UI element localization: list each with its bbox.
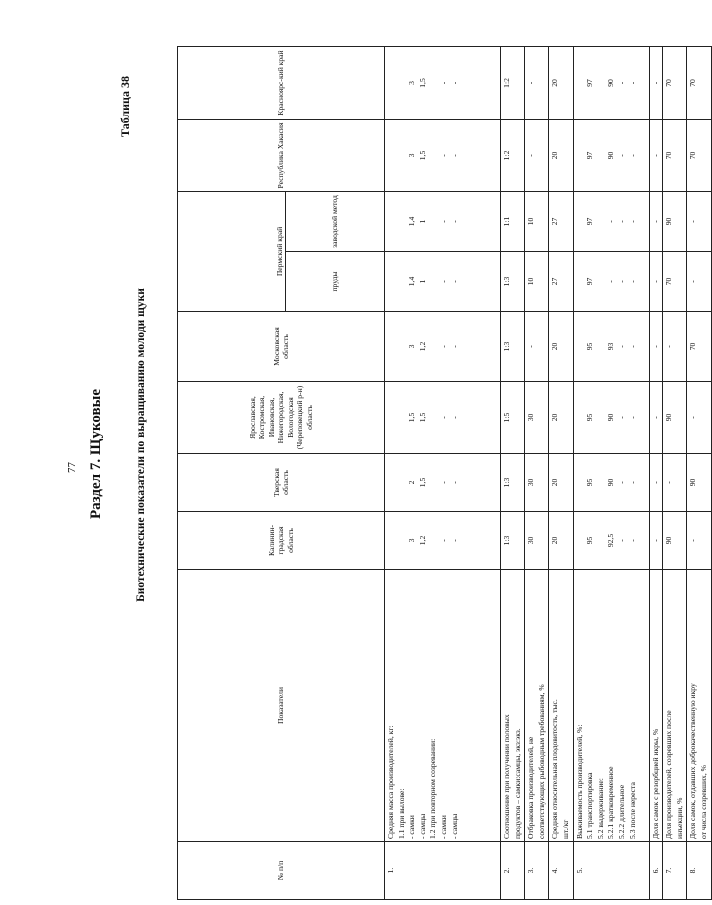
table-row [549, 46, 573, 899]
value-spacer [596, 49, 607, 117]
value-spacer [386, 122, 397, 189]
value-cell [573, 119, 649, 191]
biotech-table [177, 46, 712, 900]
value-cell: 70 [687, 312, 711, 382]
header-indicator: Показатели [178, 570, 385, 842]
value-line: 97 [585, 79, 595, 87]
value-cell: 20 [549, 312, 573, 382]
value-spacer [575, 49, 586, 117]
value-cell: - [649, 512, 663, 570]
row-label-line: Доля самок с резорбцией икры, % [650, 728, 660, 839]
value-line: - [627, 481, 637, 484]
value-spacer [428, 314, 439, 379]
value-cell: - [663, 312, 687, 382]
value-spacer [575, 254, 586, 309]
row-label-line: Доля производителей, созревших после [664, 710, 674, 839]
value-line: - [627, 539, 637, 542]
value-spacer [397, 314, 408, 379]
row-number: 5. [573, 842, 649, 900]
value-line: - [627, 220, 637, 223]
value-cell: 20 [549, 454, 573, 512]
value-line: - [616, 481, 626, 484]
row-number: 1. [385, 842, 501, 900]
header-perm-factory: заводской метод [286, 191, 385, 251]
value-spacer [428, 49, 439, 117]
value-line: 1,5 [417, 477, 427, 488]
row-label-line: Отбраковка производителей, не [526, 736, 536, 839]
row-label-line: продуктов – самки:самцы, экз:экз. [512, 728, 522, 839]
value-cell: - [687, 191, 711, 251]
value-spacer [386, 514, 397, 567]
value-cell [385, 312, 501, 382]
value-cell [385, 512, 501, 570]
value-cell [573, 191, 649, 251]
row-label-line: соответствующих рыбоводным требованиям, % [536, 684, 546, 839]
value-cell: 27 [549, 252, 573, 312]
value-line: - [449, 220, 459, 223]
row-label-line: Доля самок, отдавших доброкачественную икру [688, 683, 698, 839]
value-line: 93 [606, 342, 616, 351]
value-spacer [386, 49, 397, 117]
value-line: - [616, 280, 626, 283]
row-label-line: Соотношение при получении половых [502, 714, 511, 839]
value-line: - [438, 416, 448, 419]
value-line: 90 [606, 413, 616, 422]
value-spacer [596, 122, 607, 189]
value-line: - [438, 481, 448, 484]
value-cell: - [649, 119, 663, 191]
value-spacer [397, 384, 408, 451]
value-spacer [386, 384, 397, 451]
value-cell: 10 [525, 252, 549, 312]
row-label-line: Средняя масса производителей, кг: [386, 725, 395, 839]
row-number: 3. [525, 842, 549, 900]
value-line: - [449, 481, 459, 484]
row-label-line: 1.1 при вылове: [396, 788, 406, 839]
value-line: 2 [407, 480, 417, 485]
value-cell: 70 [663, 252, 687, 312]
value-line: 90 [606, 151, 616, 160]
value-cell [385, 252, 501, 312]
value-cell [385, 454, 501, 512]
table-row [663, 46, 687, 899]
value-line: 97 [585, 217, 595, 226]
value-cell: 90 [663, 512, 687, 570]
value-line: - [627, 345, 637, 348]
value-cell: 30 [525, 454, 549, 512]
header-num: № п/п [178, 842, 385, 900]
value-line: - [449, 345, 459, 348]
value-cell [573, 252, 649, 312]
row-label [501, 570, 525, 842]
header-tver: Тверская область [178, 454, 385, 512]
row-number: 4. [549, 842, 573, 900]
page-number: 77 [66, 462, 78, 473]
value-line: 1,2 [417, 341, 427, 352]
value-cell: - [687, 512, 711, 570]
value-line: 1,2 [417, 535, 427, 546]
row-label [649, 570, 663, 842]
table-row [385, 46, 501, 899]
value-line: - [627, 154, 637, 157]
table-row [501, 46, 525, 899]
value-cell: 90 [687, 454, 711, 512]
value-spacer [386, 314, 397, 379]
header-perm: Пермский край [178, 191, 286, 311]
row-label-line: - самки [438, 815, 448, 839]
row-label-line: Выживаемость производителей, %: [574, 724, 584, 839]
value-cell: - [687, 382, 711, 454]
row-label-line: 5.2.1 кратковременное [606, 766, 616, 839]
row-label [663, 570, 687, 842]
value-cell [385, 119, 501, 191]
value-spacer [575, 456, 586, 509]
value-line: 1 [417, 279, 427, 284]
value-line: 97 [585, 151, 595, 160]
value-spacer [428, 384, 439, 451]
value-line: 1 [417, 219, 427, 224]
value-line: - [438, 280, 448, 283]
value-cell: - [525, 312, 549, 382]
value-cell [573, 454, 649, 512]
value-spacer [386, 254, 397, 309]
value-spacer [428, 514, 439, 567]
value-cell: 1:3 [501, 312, 525, 382]
value-cell: - [663, 454, 687, 512]
value-line: - [616, 220, 626, 223]
table-row [525, 46, 549, 899]
value-spacer [397, 49, 408, 117]
value-line: - [449, 154, 459, 157]
value-cell: 70 [663, 119, 687, 191]
row-label-line: шт./кг [560, 819, 570, 839]
value-spacer [575, 514, 586, 567]
row-label-line: 5.1 транспортировка [585, 772, 595, 839]
value-line: - [438, 345, 448, 348]
row-number: 6. [649, 842, 663, 900]
value-spacer [386, 456, 397, 509]
value-line: - [627, 416, 637, 419]
value-line: - [616, 81, 626, 85]
row-label-line: 5.2 выдерживание: [595, 778, 605, 839]
value-cell: 30 [525, 382, 549, 454]
value-cell: 70 [663, 46, 687, 119]
value-line: - [616, 154, 626, 157]
value-line: - [449, 81, 459, 85]
value-cell [573, 46, 649, 119]
value-cell: 1:1 [501, 191, 525, 251]
row-label-line: 1.2 при повторном созревании: [428, 738, 438, 839]
table-row [649, 46, 663, 899]
value-cell: - [525, 119, 549, 191]
section-title: Раздел 7. Щуковые [88, 388, 104, 520]
value-cell: - [525, 46, 549, 119]
value-cell: 90 [663, 382, 687, 454]
value-line: 1,4 [407, 276, 417, 287]
value-spacer [596, 514, 607, 567]
value-line: 3 [407, 81, 417, 85]
value-line: - [449, 416, 459, 419]
value-cell: 1:5 [501, 382, 525, 454]
value-spacer [397, 514, 408, 567]
value-line: - [606, 280, 616, 283]
value-spacer [397, 122, 408, 189]
value-line: 3 [407, 344, 417, 349]
value-cell [573, 312, 649, 382]
row-number: 8. [687, 842, 711, 900]
value-line: 95 [585, 536, 595, 545]
value-line: 95 [585, 342, 595, 351]
value-line: 1,5 [417, 150, 427, 161]
row-label-line: - самки [407, 815, 417, 839]
row-label-line: - самцы [417, 813, 427, 839]
row-label [573, 570, 649, 842]
value-spacer [575, 384, 586, 451]
row-label-line: инъекции, % [674, 797, 684, 839]
value-cell: - [649, 312, 663, 382]
value-line: 92,5 [606, 533, 616, 548]
value-line: 1,5 [417, 78, 427, 88]
value-cell: 1:3 [501, 252, 525, 312]
value-spacer [575, 122, 586, 189]
value-cell [573, 512, 649, 570]
value-cell: 70 [687, 46, 711, 119]
value-line: - [627, 280, 637, 283]
value-line: - [606, 220, 616, 223]
value-line: 1,5 [417, 412, 427, 423]
value-line: - [616, 539, 626, 542]
value-line: - [627, 81, 637, 85]
value-cell: 1:3 [501, 454, 525, 512]
value-cell: - [649, 46, 663, 119]
value-line: 95 [585, 478, 595, 487]
value-spacer [575, 194, 586, 249]
value-spacer [596, 384, 607, 451]
value-cell: 1:2 [501, 119, 525, 191]
value-spacer [428, 254, 439, 309]
value-line: 1,4 [407, 216, 417, 227]
value-cell: 10 [525, 191, 549, 251]
header-khakassia: Республика Хакасия [178, 119, 385, 191]
value-line: - [438, 154, 448, 157]
value-cell: - [649, 454, 663, 512]
value-cell: 1:3 [501, 512, 525, 570]
table-title: Биотехнические показатели по выращиванию молоди щуки [135, 288, 147, 602]
value-line: - [616, 345, 626, 348]
row-label [549, 570, 573, 842]
value-line: 90 [606, 79, 616, 87]
value-cell: 20 [549, 382, 573, 454]
value-cell: - [649, 191, 663, 251]
value-line: - [438, 539, 448, 542]
value-line: - [438, 81, 448, 85]
header-moscow: Московская область [178, 312, 385, 382]
value-line: 95 [585, 413, 595, 422]
row-label-line: 5.3 после нереста [627, 782, 637, 839]
table-row [687, 46, 711, 899]
value-spacer [428, 194, 439, 249]
value-line: 3 [407, 538, 417, 543]
value-spacer [428, 456, 439, 509]
value-cell: 30 [525, 512, 549, 570]
value-spacer [596, 254, 607, 309]
row-label-line: 5.2.2 длительное [616, 784, 626, 839]
row-label-line: Средняя относительная плодовитость, тыс. [550, 699, 560, 839]
value-spacer [397, 254, 408, 309]
value-line: 90 [606, 478, 616, 487]
header-perm-ponds: пруды [286, 252, 385, 312]
value-cell: 90 [663, 191, 687, 251]
value-spacer [596, 194, 607, 249]
value-line: 97 [585, 277, 595, 286]
row-label [385, 570, 501, 842]
value-cell: - [687, 252, 711, 312]
row-label [525, 570, 549, 842]
header-krasnoyarsk: Красноярс-кий край [178, 46, 385, 119]
row-label-line: от числа созревших, % [698, 765, 708, 839]
row-number: 7. [663, 842, 687, 900]
row-label [687, 570, 711, 842]
value-line: - [449, 539, 459, 542]
value-cell: 70 [687, 119, 711, 191]
header-kaliningrad: Калинин-градская область [178, 512, 385, 570]
value-spacer [596, 456, 607, 509]
row-number: 2. [501, 842, 525, 900]
value-cell: - [649, 382, 663, 454]
value-line: - [438, 220, 448, 223]
value-cell: - [649, 252, 663, 312]
value-cell [385, 191, 501, 251]
value-spacer [397, 194, 408, 249]
value-cell [385, 46, 501, 119]
value-spacer [397, 456, 408, 509]
value-cell: 27 [549, 191, 573, 251]
value-spacer [596, 314, 607, 379]
value-cell: 20 [549, 119, 573, 191]
value-cell: 1:2 [501, 46, 525, 119]
value-line: 1,5 [407, 412, 417, 423]
value-cell [573, 382, 649, 454]
value-spacer [386, 194, 397, 249]
value-spacer [428, 122, 439, 189]
value-spacer [575, 314, 586, 379]
table-row [573, 46, 649, 899]
table-number: Таблица 38 [118, 76, 132, 137]
value-cell [385, 382, 501, 454]
value-cell: 20 [549, 46, 573, 119]
value-line: 3 [407, 153, 417, 158]
row-label-line: - самцы [449, 813, 459, 839]
value-cell: 20 [549, 512, 573, 570]
value-line: - [616, 416, 626, 419]
header-yaroslavl: Ярославская, Костромская, Ивановская, Нижегородская, Вологодская (Череповецкий р-н) область [178, 382, 385, 454]
value-line: - [449, 280, 459, 283]
